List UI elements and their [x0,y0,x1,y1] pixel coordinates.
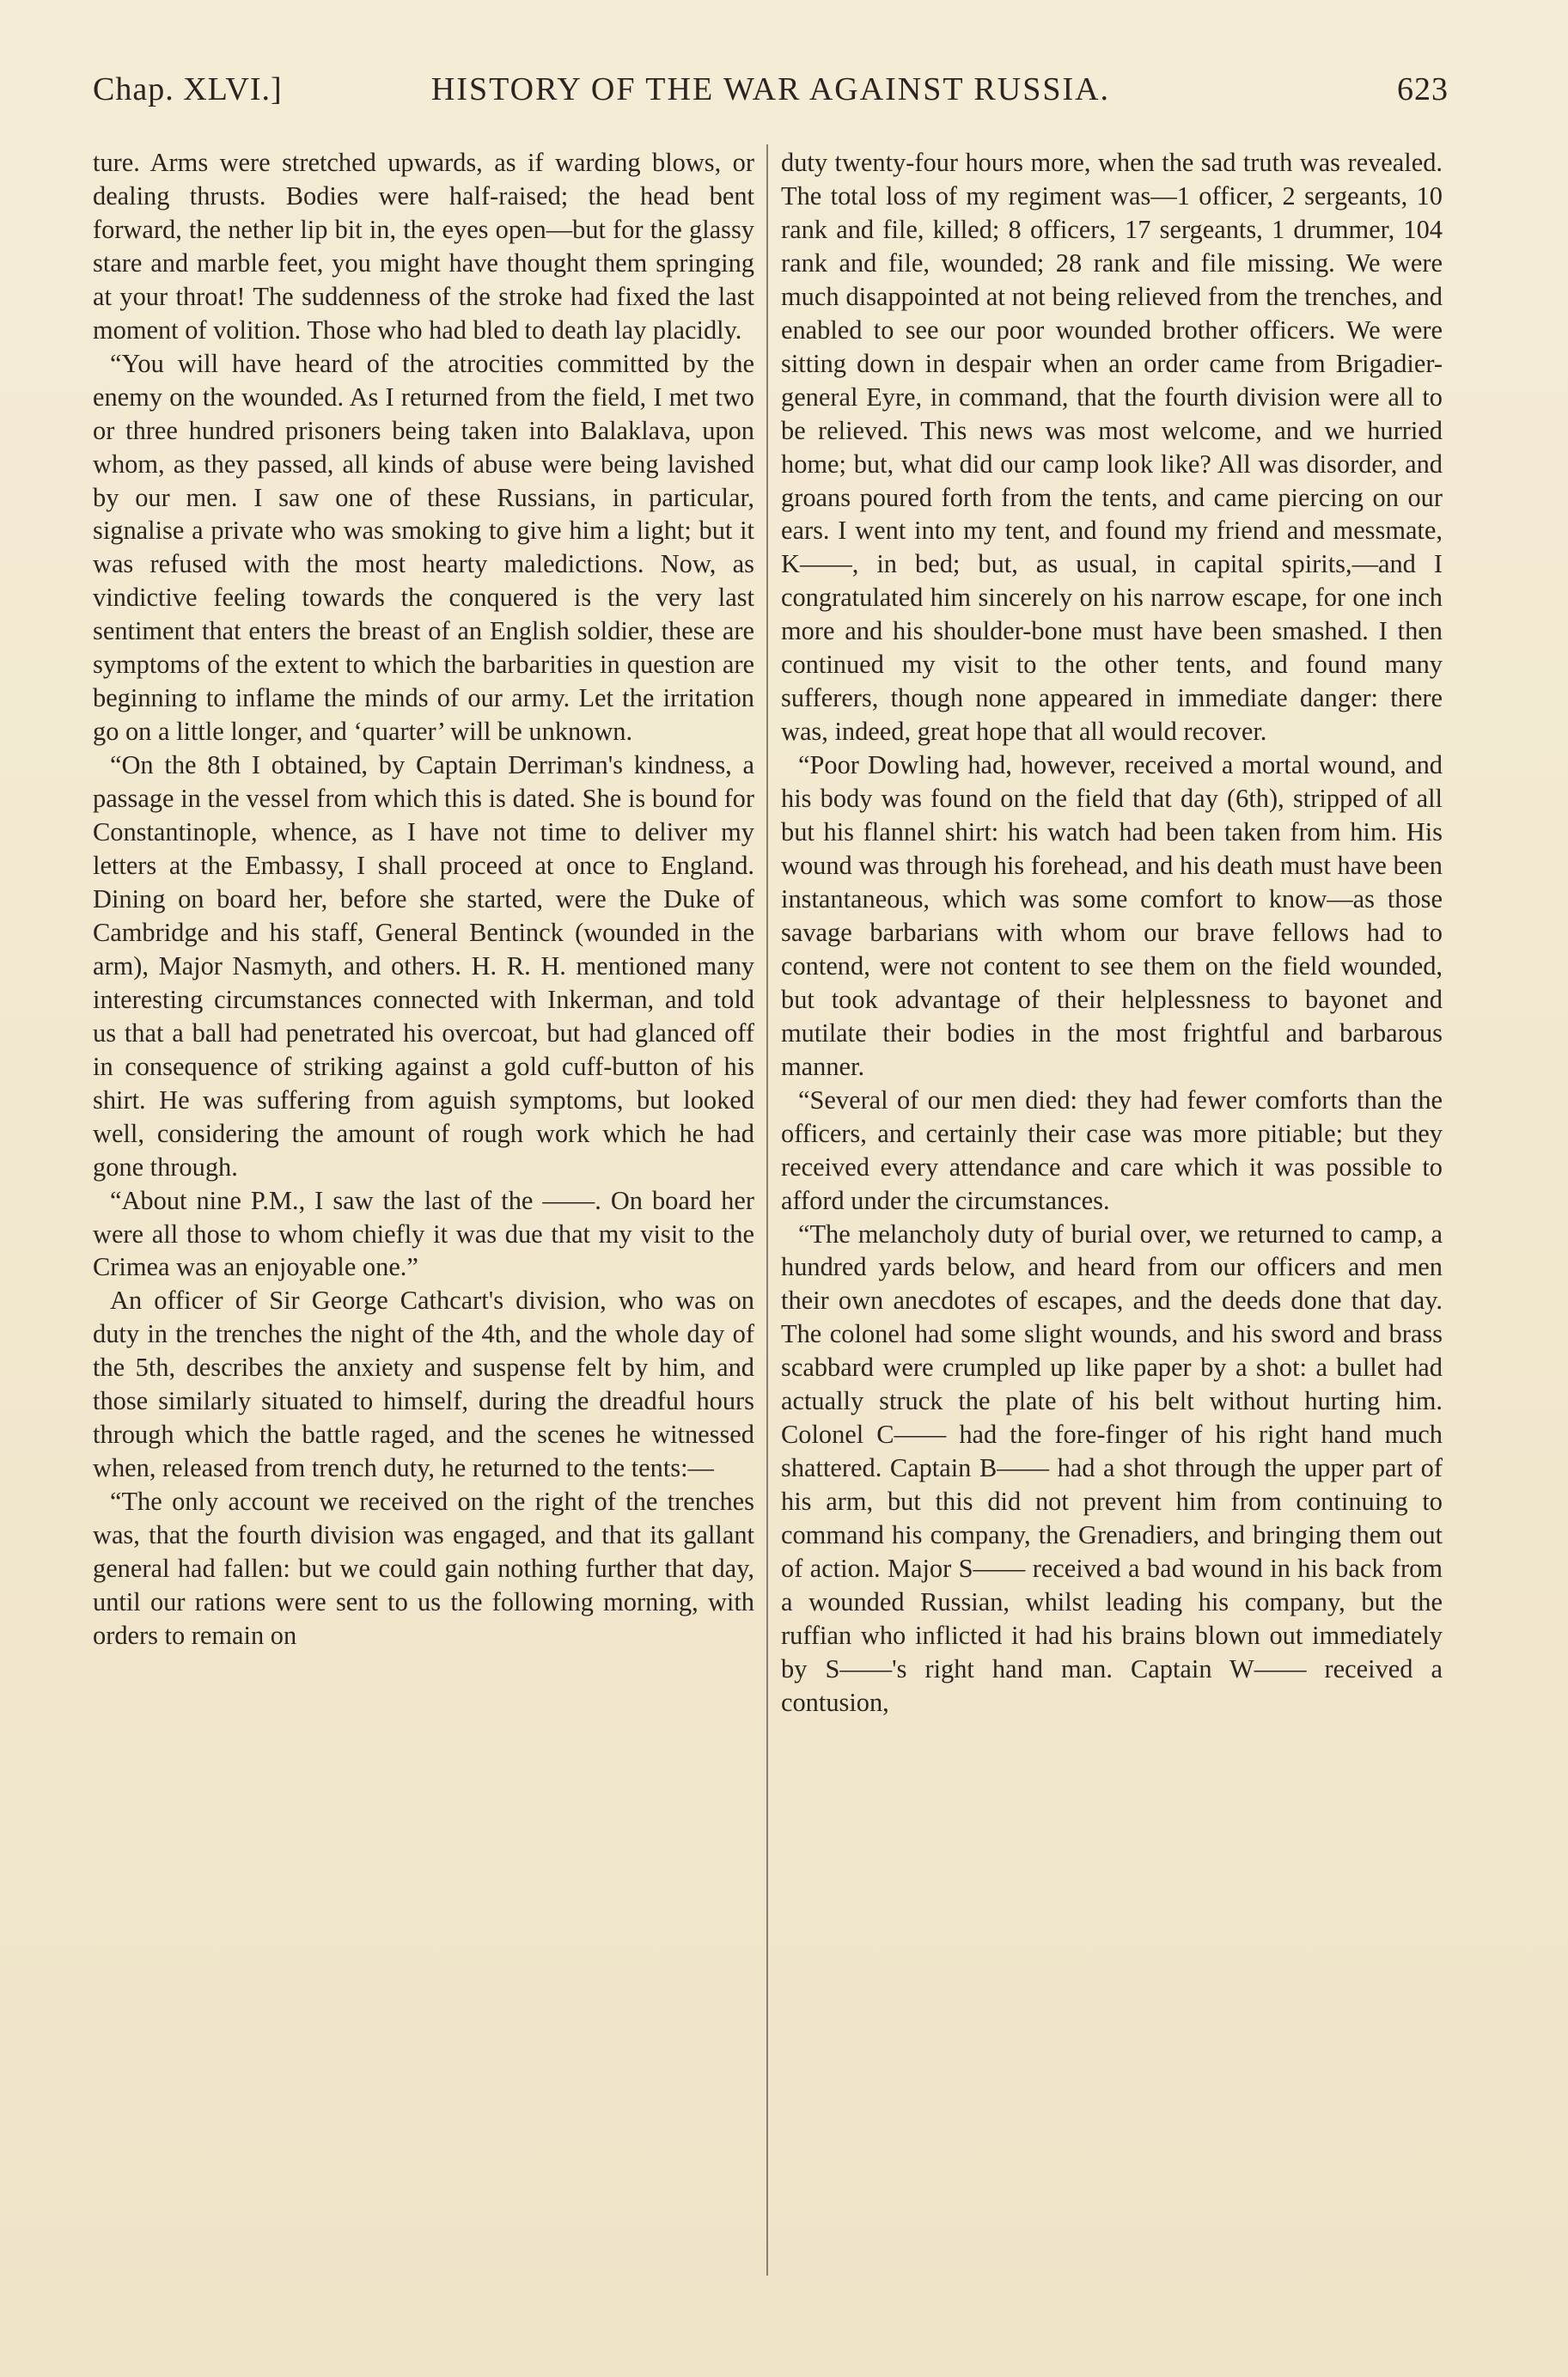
paragraph: “About nine P.M., I saw the last of the ——. On board her were all those to whom chiefly it was due that my visit to the Crimea was an enjoyable one.” [93,1185,754,1282]
paragraph: “Poor Dowling had, however, received a mortal wound, and his body was found on the field that day (6th), stripped of all but his flannel shirt: his watch had been taken from him. His wound was through his forehead, and his death must have been instantaneous, which was some comfort to know—as those savage barbarians with whom our brave fellows had to contend, were not content to see them on the field wounded, but took advantage of their helplessness to bayonet and mutilate their bodies in the most frightful and barbarous manner. [781,750,1443,1081]
paragraph: “The melancholy duty of burial over, we returned to camp, a hundred yards below, and heard from our officers and men their own anecdotes of escapes, and the deeds done that day. The colonel had some slight wounds, and his sword and brass scabbard were crumpled up like paper by a shot: a bullet had actually struck the plate of his belt without hurting him. Colonel C—— had the fore-finger of his right hand much shattered. Captain B—— had a shot through the upper part of his arm, but this did not prevent him from continuing to command his company, the Grenadiers, and bringing them out of action. Major S—— received a bad wound in his back from a wounded Russian, whilst leading his company, but the ruffian who inflicted it had his brains blown out immediately by S——'s right hand man. Captain W—— received a contusion, [781,1219,1443,1717]
paragraph: “The only account we received on the right of the trenches was, that the fourth division was engaged, and that its gallant general had fallen: but we could gain nothing further that day, until our rations were sent to us the following morning, with orders to remain on [93,1487,754,1650]
paragraph: duty twenty-four hours more, when the sad truth was revealed. The total loss of my regiment was—1 officer, 2 sergeants, 10 rank and file, killed; 8 officers, 17 sergeants, 1 drummer, 104 rank and file, wounded; 28 rank and file missing. We were much disappointed at not being relieved from the trenches, and enabled to see our poor wounded brother officers. We were sitting down in despair when an order came from Brigadier-general Eyre, in command, that the fourth division were all to be relieved. This news was most welcome, and we hurried home; but, what did our camp look like? All was disorder, and groans poured forth from the tents, and came piercing on our ears. I went into my tent, and found my friend and messmate, K——, in bed; but, as usual, in capital spirits,—and I congratulated him sincerely on his narrow escape, for one inch more and his shoulder-bone must have been smashed. I then continued my visit to the other tents, and found many sufferers, though none appeared in immediate danger: there was, indeed, great hope that all would recover. [781,148,1443,747]
paragraph: ture. Arms were stretched upwards, as if warding blows, or dealing thrusts. Bodies were half-raised; the head bent forward, the nether lip bit in, the eyes open—but for the glassy stare and marble feet, you might have thought them springing at your throat! The suddenness of the stroke had fixed the last moment of volition. Those who had bled to death lay placidly. [93,148,754,345]
left-column [93,146,754,1653]
paragraph: “Several of our men died: they had fewer comforts than the officers, and certainly their case was more pitiable; but they received every attendance and care which it was possible to afford under the circumstances. [781,1085,1443,1215]
paragraph: “On the 8th I obtained, by Captain Derriman's kindness, a passage in the vessel from which this is dated. She is bound for Constantinople, whence, as I have not time to deliver my letters at the Embassy, I shall proceed at once to England. Dining on board her, before she started, were the Duke of Cambridge and his staff, General Bentinck (wounded in the arm), Major Nasmyth, and others. H. R. H. mentioned many interesting circumstances connected with Inkerman, and told us that a ball had penetrated his overcoat, but had glanced off in consequence of striking against a gold cuff-button of his shirt. He was suffering from aguish symptoms, but looked well, considering the amount of rough work which he had gone through. [93,750,754,1182]
paragraph: An officer of Sir George Cathcart's division, who was on duty in the trenches the night of the 4th, and the whole day of the 5th, describes the anxiety and suspense felt by him, and those similarly situated to himself, during the dreadful hours through which the battle raged, and the scenes he witnessed when, released from trench duty, he returned to the tents:— [93,1286,754,1483]
paragraph: “You will have heard of the atrocities committed by the enemy on the wounded. As I returned from the field, I met two or three hundred prisoners being taken into Balaklava, upon whom, as they passed, all kinds of abuse were being lavished by our men. I saw one of these Russians, in particular, signalise a private who was smoking to give him a light; but it was refused with the most hearty maledictions. Now, as vindictive feeling towards the conquered is the very last sentiment that enters the breast of an English soldier, these are symptoms of the extent to which the barbarities in question are beginning to inflame the minds of our army. Let the irritation go on a little longer, and ‘quarter’ will be unknown. [93,348,754,747]
page-number: 623 [1397,71,1449,107]
column-divider [766,144,768,2276]
running-head [93,70,1449,122]
chapter-label: Chap. XLVI.] [93,71,283,107]
running-title: HISTORY OF THE WAR AGAINST RUSSIA. [430,71,1111,107]
right-column [781,146,1443,1720]
